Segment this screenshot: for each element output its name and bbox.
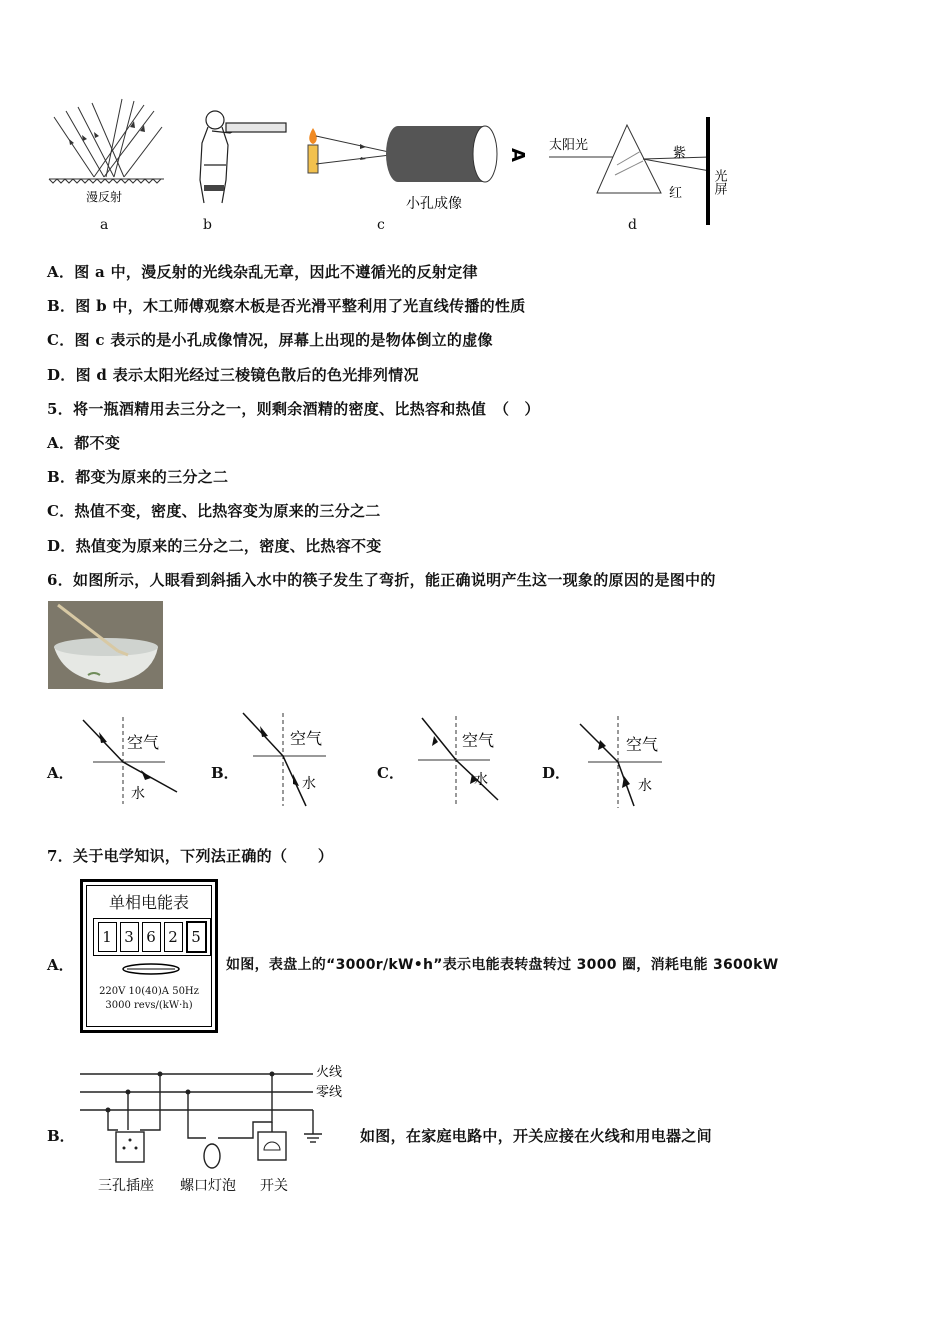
fig-d-sun: 太阳光 xyxy=(549,138,589,153)
circuit-socket-label: 三孔插座 xyxy=(98,1178,154,1194)
q6-diagram-c xyxy=(408,712,508,807)
meter-disc xyxy=(121,962,181,976)
fig-d-screen: 光屏 xyxy=(711,169,727,195)
fig-a-label: a xyxy=(100,217,109,233)
q4-option-d: D．图 d 表示太阳光经过三棱镜色散后的色光排列情况 xyxy=(47,366,419,384)
q7-option-a-text: 如图，表盘上的“3000r/kW•h”表示电能表转盘转过 3000 圈，消耗电能 3600kW xyxy=(226,957,779,973)
q7-stem: 7．关于电学知识，下列法正确的（ ） xyxy=(47,847,334,865)
q4-option-b: B．图 b 中，木工师傅观察木板是否光滑平整利用了光直线传播的性质 xyxy=(47,297,526,315)
q6-diagram-d xyxy=(572,712,672,812)
q4-option-c: C．图 c 表示的是小孔成像情况，屏幕上出现的是物体倒立的虚像 xyxy=(47,331,493,349)
fig-d-label: d xyxy=(628,217,637,233)
fig-a-caption: 漫反射 xyxy=(86,190,123,204)
circuit-live-wire: 火线 xyxy=(316,1065,343,1080)
chopstick-bowl-photo xyxy=(48,601,163,689)
q7-letter-a: A． xyxy=(47,956,74,974)
carpenter-figure xyxy=(190,105,290,210)
q6-a-water: 水 xyxy=(131,786,145,802)
prism-figure xyxy=(545,115,745,230)
q5-option-c: C．热值不变，密度、比热容变为原来的三分之二 xyxy=(47,502,381,520)
meter-digit: 2 xyxy=(164,922,183,952)
q5-option-a: A．都不变 xyxy=(47,434,121,452)
q6-letter-a: A． xyxy=(47,764,74,782)
q6-letter-d: D． xyxy=(542,764,571,782)
fig-c-label: c xyxy=(377,217,385,233)
circuit-neutral-wire: 零线 xyxy=(316,1085,343,1100)
q6-d-water: 水 xyxy=(638,778,652,794)
pinhole-figure xyxy=(300,120,535,220)
meter-spec-voltage: 220V 10(40)A 50Hz xyxy=(99,986,199,997)
q6-b-water: 水 xyxy=(302,776,316,792)
meter-digit: 5 xyxy=(186,921,207,953)
energy-meter xyxy=(80,879,218,1033)
q5-stem: 5．将一瓶酒精用去三分之一，则剩余酒精的密度、比热容和热值 （ ） xyxy=(47,400,540,418)
meter-spec-revs: 3000 revs/(kW·h) xyxy=(105,1000,193,1011)
q6-diagram-a xyxy=(75,712,185,807)
circuit-bulb-label: 螺口灯泡 xyxy=(180,1178,236,1194)
q5-option-b: B．都变为原来的三分之二 xyxy=(47,468,229,486)
fig-c-caption: 小孔成像 xyxy=(406,196,462,212)
svg-text:A: A xyxy=(507,148,528,162)
meter-title: 单相电能表 xyxy=(108,893,189,912)
q6-c-water: 水 xyxy=(474,772,488,788)
q6-diagram-b xyxy=(238,708,338,808)
fig-d-red: 红 xyxy=(669,186,683,201)
q7-option-b-text: 如图，在家庭电路中，开关应接在火线和用电器之间 xyxy=(360,1127,712,1145)
q7-letter-b: B． xyxy=(47,1127,75,1145)
q6-letter-b: B． xyxy=(211,764,239,782)
q5-option-d: D．热值变为原来的三分之二，密度、比热容不变 xyxy=(47,537,382,555)
meter-digit: 1 xyxy=(98,922,117,952)
fig-b-label: b xyxy=(203,217,212,233)
q6-a-air: 空气 xyxy=(127,733,160,752)
fig-d-violet: 紫 xyxy=(673,146,687,161)
q6-c-air: 空气 xyxy=(462,731,495,750)
q6-d-air: 空气 xyxy=(626,735,659,754)
q6-stem: 6．如图所示，人眼看到斜插入水中的筷子发生了弯折，能正确说明产生这一现象的原因的是图中的 xyxy=(47,571,716,589)
circuit-switch-label: 开关 xyxy=(260,1178,288,1194)
meter-digits xyxy=(93,918,211,956)
q6-letter-c: C． xyxy=(377,764,404,782)
meter-digit: 6 xyxy=(142,922,161,952)
diffuse-reflection-figure xyxy=(44,97,169,222)
meter-digit: 3 xyxy=(120,922,139,952)
q6-b-air: 空气 xyxy=(290,729,323,748)
q4-option-a: A．图 a 中，漫反射的光线杂乱无章，因此不遵循光的反射定律 xyxy=(47,263,478,281)
household-circuit xyxy=(78,1060,353,1200)
